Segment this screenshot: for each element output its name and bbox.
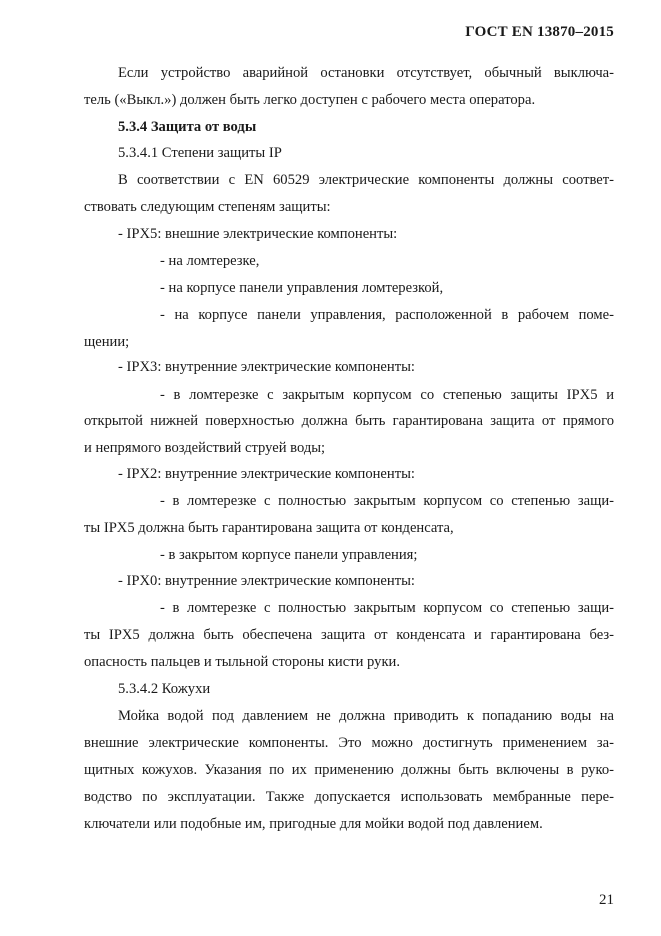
section-heading: 5.3.4 Защита от воды	[118, 119, 257, 135]
list-subitem: - на корпусе панели управления, расположенной в рабочем поме-	[160, 307, 614, 323]
list-subitem: - в ломтерезке с полностью закрытым корпусом со степенью защи-	[160, 493, 614, 509]
text-line: В соответствии с EN 60529 электрические компоненты должны соответ-	[118, 172, 614, 188]
text-line: водство по эксплуатации. Также допускается использовать мембранные пере-	[84, 789, 614, 805]
text-line: ключатели или подобные им, пригодные для мойки водой под давлением.	[84, 816, 543, 832]
list-item: - IPX2: внутренние электрические компоненты:	[118, 466, 415, 482]
text-line: щитных кожухов. Указания по их применению должны быть включены в руко-	[84, 762, 614, 778]
text-line: и непрямого воздействий струей воды;	[84, 440, 326, 456]
list-subitem: - в закрытом корпусе панели управления;	[160, 547, 418, 563]
list-subitem: - в ломтерезке с закрытым корпусом со степенью защиты IPX5 и	[160, 387, 614, 403]
list-subitem: - в ломтерезке с полностью закрытым корпусом со степенью защи-	[160, 600, 614, 616]
list-item: - IPX3: внутренние электрические компоненты:	[118, 359, 415, 375]
text-line: ты IPX5 должна быть гарантирована защита от конденсата,	[84, 520, 454, 536]
subsection-heading: 5.3.4.1 Степени защиты IP	[118, 145, 282, 161]
text-line: открытой нижней поверхностью должна быть гарантирована защита от прямого	[84, 413, 614, 429]
text-line: щении;	[84, 334, 130, 350]
text-line: ты IPX5 должна быть обеспечена защита от конденсата и гарантирована без-	[84, 627, 614, 643]
page-number: 21	[599, 892, 614, 908]
list-subitem: - на корпусе панели управления ломтерезкой,	[160, 280, 444, 296]
subsection-heading: 5.3.4.2 Кожухи	[118, 681, 211, 697]
text-line: ствовать следующим степеням защиты:	[84, 199, 331, 215]
text-line: внешние электрические компоненты. Это можно достигнуть применением за-	[84, 735, 614, 751]
text-line: тель («Выкл.») должен быть легко доступен с рабочего места оператора.	[84, 92, 536, 108]
list-subitem: - на ломтерезке,	[160, 253, 260, 269]
list-item: - IPX5: внешние электрические компоненты:	[118, 226, 398, 242]
document-header: ГОСТ EN 13870–2015	[465, 24, 614, 40]
text-line: Мойка водой под давлением не должна приводить к попаданию воды на	[118, 708, 614, 724]
text-line: Если устройство аварийной остановки отсутствует, обычный выключа-	[118, 65, 614, 81]
list-item: - IPX0: внутренние электрические компоненты:	[118, 573, 415, 589]
text-line: опасность пальцев и тыльной стороны кисти руки.	[84, 654, 400, 670]
